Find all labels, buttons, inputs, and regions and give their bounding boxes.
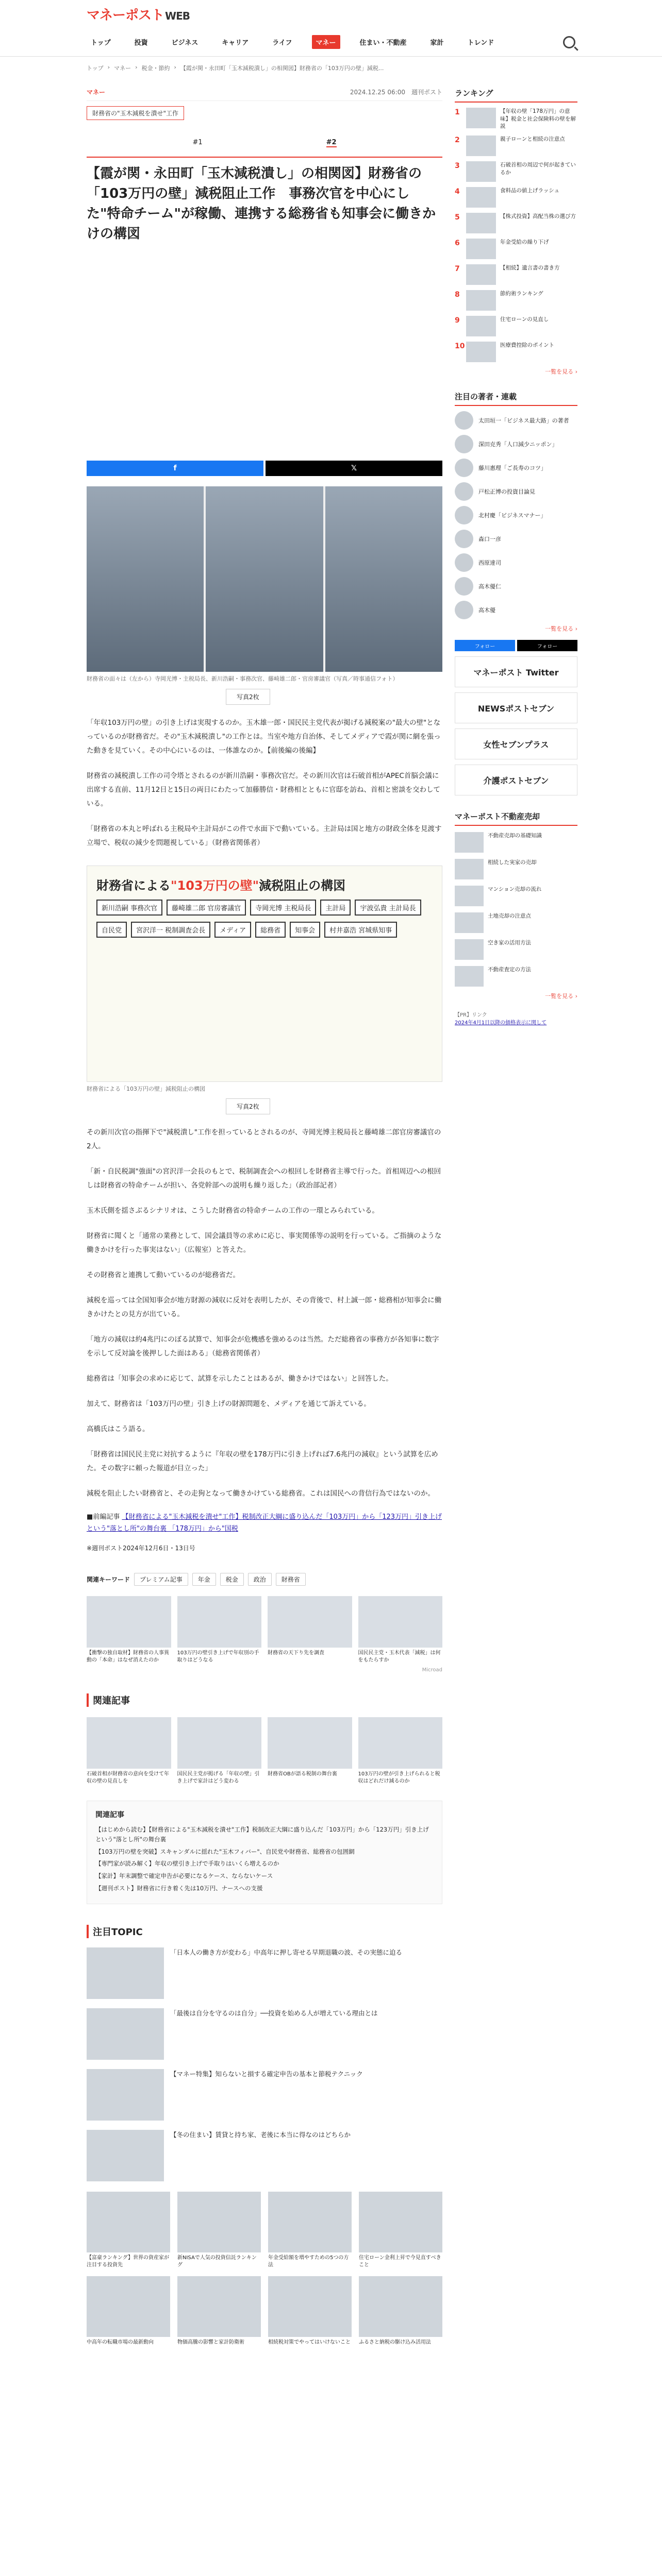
ranking-image [466, 187, 496, 208]
article-paragraph: 総務省は「知事会の求めに応じて、試算を示したことはあるが、働きかけではない」と回答した。 [87, 1375, 393, 1383]
keyword-tag[interactable]: プレミアム記事 [134, 1573, 188, 1586]
diagram-box: 寺岡光博 主税局長 [250, 900, 316, 916]
author-item[interactable] [455, 459, 577, 477]
thumb-card[interactable] [177, 1596, 262, 1664]
x-follow-button[interactable]: フォロー [517, 640, 577, 651]
nav-items [87, 35, 498, 49]
ranking-image [466, 161, 496, 182]
structure-diagram[interactable] [87, 866, 442, 1082]
grid-image [177, 2192, 261, 2252]
nav-item[interactable]: マネー [312, 35, 340, 49]
topic-item[interactable] [87, 2130, 442, 2181]
author-item[interactable] [455, 506, 577, 524]
grid-title: ふるさと納税の駆け込み活用法 [359, 2340, 431, 2346]
thumb-title: 【衝撃の独自取材】財務省の人事異動の「本命」はなぜ消えたのか [87, 1650, 169, 1663]
ranking-number: 1 [455, 108, 460, 116]
article-pager [87, 139, 442, 147]
thumb-image [358, 1717, 443, 1769]
ranking-item[interactable] [455, 108, 577, 130]
author-item[interactable] [455, 577, 577, 596]
keyword-label: 関連キーワード [87, 1575, 130, 1583]
ranking-title-text: 【株式投資】高配当株の選び方 [500, 213, 576, 220]
topic-item[interactable] [87, 1947, 442, 1999]
related-thumbs [87, 1717, 442, 1785]
article-paragraph: 玉木氏側を揺さぶるシナリオは、こうした財務省の特命チームの工作の一環とみられている。 [87, 1207, 379, 1215]
thumb-image [177, 1717, 262, 1769]
thumb-image [87, 1596, 171, 1648]
author-item[interactable] [455, 411, 577, 430]
author-avatar [455, 577, 473, 596]
thumb-card[interactable] [358, 1717, 443, 1785]
diagram-box: 自民党 [96, 922, 127, 938]
author-name: 森口一彦 [478, 536, 501, 543]
related-link-block [87, 1511, 442, 1535]
author-avatar [455, 435, 473, 453]
ranking-list [455, 108, 577, 362]
keyword-tag[interactable]: 財務省 [276, 1573, 306, 1586]
weekly-label: 週刊ポスト [411, 89, 442, 96]
thumb-image [358, 1596, 443, 1648]
sidebar [455, 88, 577, 1026]
photo-count-button[interactable]: 写真2枚 [226, 689, 270, 705]
ranking-image [466, 239, 496, 259]
related-list-link[interactable]: 【家計】年末調整で確定申告が必要になるケース、ならないケース [95, 1872, 273, 1879]
immo-item[interactable] [455, 832, 577, 853]
share-buttons [87, 461, 442, 476]
breadcrumb-separator: › [174, 64, 176, 71]
thumb-card[interactable] [87, 1596, 171, 1664]
author-name: 高木優仁 [478, 583, 501, 590]
grid-title: 新NISAで人気の投資信託ランキング [177, 2255, 257, 2268]
author-item[interactable] [455, 530, 577, 548]
ranking-image [466, 135, 496, 156]
ranking-number: 7 [455, 265, 460, 274]
keyword-tag[interactable]: 税金 [220, 1573, 244, 1586]
grid-title: 物価高騰の影響と家計防衛術 [177, 2340, 244, 2346]
diagram-photo-button[interactable]: 写真2枚 [226, 1098, 270, 1114]
authors-title: 注目の著者・連載 [455, 391, 577, 406]
author-item[interactable] [455, 482, 577, 501]
immo-title-text: 空き家の活用方法 [488, 940, 531, 946]
related-list-item [95, 1825, 434, 1845]
nav-item[interactable]: 住まい・不動産 [359, 39, 407, 47]
immo-image [455, 832, 484, 853]
article-meta [87, 88, 442, 101]
ranking-title-text: 年金受給の繰り下げ [500, 239, 549, 246]
article-paragraph: 加えて、財務省は「103万円の壁」引き上げの財源問題を、メディアを通じて訴えている。 [87, 1400, 371, 1408]
article-paragraph: 「地方の減収は約4兆円にのぼる試算で、知事会が危機感を強めるのは当然。ただ総務省の事務方が各知事に数字を示して反対論を後押しした面はある」（総務省関係者） [87, 1335, 439, 1358]
immo-item[interactable] [455, 859, 577, 879]
nav-item[interactable]: ライフ [272, 39, 292, 47]
article-paragraph: その財務省と連携して動いているのが総務省だ。 [87, 1271, 240, 1279]
related-list-link[interactable]: 【専門家が読み解く】年収の壁引き上げで手取りはいくら増えるのか [95, 1860, 279, 1868]
pr-link[interactable]: 2024年4月1日以降の価格表示に関して [455, 1020, 547, 1026]
thumb-card[interactable] [87, 1717, 171, 1785]
grid-card[interactable] [177, 2276, 261, 2346]
author-item[interactable] [455, 553, 577, 572]
pr-note [455, 1010, 577, 1026]
article-photo[interactable] [87, 486, 442, 672]
ranking-number: 3 [455, 162, 460, 171]
ranking-item[interactable] [455, 290, 577, 311]
article-body [87, 716, 442, 850]
related-list-items [95, 1825, 434, 1893]
immo-item[interactable] [455, 886, 577, 906]
grid-image [268, 2192, 352, 2252]
related-list [87, 1801, 442, 1904]
author-name: 深田克秀「人口減少ニッポン」 [478, 441, 558, 448]
thumb-image [177, 1596, 262, 1648]
author-name: 北村慶「ビジネスマナー」 [478, 512, 547, 519]
grid-card[interactable] [87, 2276, 170, 2346]
immo-item[interactable] [455, 912, 577, 933]
immo-title-text: 土地売却の注意点 [488, 913, 531, 920]
grid-image [177, 2276, 261, 2337]
nav-item[interactable]: トップ [91, 39, 111, 47]
grid-image [87, 2192, 170, 2252]
ranking-title-text: 医療費控除のポイント [500, 342, 554, 349]
thumb-title: 石破首相が財務省の意向を受けて年収の壁の見直しを [87, 1771, 169, 1784]
sidebar-banner[interactable]: 介護ポストセブン [455, 765, 577, 795]
ranking-number: 9 [455, 316, 460, 325]
author-name: 藤川惠理「ご長寿のコツ」 [478, 465, 547, 472]
ranking-item[interactable] [455, 239, 577, 259]
related-list-item [95, 1884, 434, 1894]
sidebar-banner[interactable]: 女性セブンプラス [455, 728, 577, 759]
diagram-caption: 財務省による「103万円の壁」減税阻止の構図 [87, 1085, 205, 1092]
related-list-item [95, 1871, 434, 1882]
immo-list [455, 832, 577, 987]
article-paragraph: 「年収103万円の壁」の引き上げは実現するのか。玉木雄一郎・国民民主党代表が掲げる減税案の"最大の壁"となっているのが財務省だ。その"玉木減税潰し"の工作とは。当室や地方自治体、そしてメディアで霞が関に網を張った動きを見ていく。その中心にいるのは、一体誰なのか。【前後編の後編】 [87, 718, 441, 755]
breadcrumb-item[interactable]: 【霞が関・永田町「玉木減税潰し」の相関図】財務省の「103万円の壁」減税... [180, 65, 384, 72]
pr-title: 【PR】リンク [455, 1012, 487, 1019]
thumb-title: 国民民主党・玉木代表「減税」は何をもたらすか [358, 1650, 441, 1663]
series-label[interactable]: 財務省の"玉木減税を潰せ"工作 [87, 106, 184, 120]
breadcrumb-separator: › [135, 64, 138, 71]
thumb-card[interactable] [177, 1717, 262, 1785]
ranking-more-link[interactable]: 一覧を見る › [545, 368, 577, 376]
diagram-box: 藤崎雄二郎 官房審議官 [167, 900, 246, 916]
keyword-thumbs [87, 1596, 442, 1664]
grid-title: 年金受給額を増やすための5つの方法 [268, 2255, 349, 2268]
immo-image [455, 966, 484, 987]
ranking-item[interactable] [455, 135, 577, 156]
article-date: 2024.12.25 06:00 [350, 89, 405, 96]
ranking-number: 8 [455, 291, 460, 299]
article-paragraph: 「財務省は国民民主党に対抗するように『年収の壁を178万円に引き上げれば7.6兆円の減収』という試算を広めた。その数字に頼った報道が目立った」 [87, 1450, 438, 1472]
article-paragraph: 財務省の減税潰し工作の司令塔とされるのが新川浩嗣・事務次官だ。その新川次官は石破首相がAPEC首脳会議に出席する直前、11月12日と15日の両日にわたって加藤勝信・財務相とともに官邸を訪ね、首相と密談を交わしている。 [87, 771, 441, 808]
nav-item[interactable]: 投資 [134, 39, 148, 47]
article-body-2 [87, 1126, 442, 1501]
author-name: 高木優 [478, 607, 495, 614]
photo-caption: 財務省の面々は（左から）寺岡光博・主税局長、新川浩嗣・事務次官、藤崎雄二郎・官房審議官（写真／時事通信フォト） [87, 675, 399, 682]
grid-card[interactable] [268, 2192, 352, 2269]
immo-item[interactable] [455, 939, 577, 960]
thumb-title: 財務省OBが語る税制の舞台裏 [268, 1771, 337, 1777]
immo-item[interactable] [455, 966, 577, 987]
author-avatar [455, 601, 473, 619]
diagram-title-post: 減税阻止の構図 [259, 878, 346, 893]
author-avatar [455, 411, 473, 430]
author-name: 太田垣一「ビジネス最大路」の著者 [478, 417, 569, 425]
article-category[interactable]: マネー [87, 89, 106, 96]
thumb-title: 財務省の天下り先を調査 [268, 1650, 324, 1656]
ranking-item[interactable] [455, 342, 577, 362]
article-paragraph: 減税を阻止したい財務省と、その走狗となって働きかけている総務省。これは国民への背信行為ではないのか。 [87, 1489, 435, 1498]
immo-title-text: マンション売却の流れ [488, 886, 542, 893]
author-avatar [455, 459, 473, 477]
related-list-link[interactable]: 【週刊ポスト】財務省に行き着く先は10万円、ナースへの支援 [95, 1884, 263, 1892]
related-list-link[interactable]: 【はじめから読む】【財務省による"玉木減税を潰せ"工作】税制改正大綱に盛り込んだ「103万円」から「123万円」引き上げという"落とし所"の舞台裏 [95, 1825, 429, 1843]
keyword-bar [87, 1573, 442, 1586]
related-label: ■前編記事 [87, 1513, 120, 1521]
diagram-title-pre: 財務省による [96, 878, 171, 893]
diagram-box: 宇波弘貴 主計局長 [355, 900, 421, 916]
nav-item[interactable]: キャリア [222, 39, 249, 47]
topic-image [87, 2008, 164, 2060]
site-header [0, 0, 662, 28]
grid-card[interactable] [268, 2276, 352, 2346]
ranking-number: 5 [455, 213, 460, 222]
follow-buttons [455, 640, 577, 651]
pager-1[interactable]: #1 [192, 139, 203, 146]
sidebar-banner[interactable]: マネーポスト Twitter [455, 656, 577, 687]
search-icon[interactable] [563, 36, 575, 48]
ranking-title-text: 食料品の値上げラッシュ [500, 188, 560, 194]
immo-image [455, 859, 484, 879]
ranking-number: 10 [455, 342, 465, 351]
ranking-image [466, 342, 496, 362]
ranking-image [466, 213, 496, 233]
article-paragraph: 高橋氏はこう語る。 [87, 1425, 150, 1433]
ranking-title-text: 住宅ローンの見直し [500, 316, 549, 323]
ranking-title: ランキング [455, 88, 577, 103]
related-list-link[interactable]: 【103万円の壁を突破】スキャンダルに揺れた"玉木フィバー"、自民党や財務省、総務省の包囲網 [95, 1848, 355, 1855]
topic-text: 「最後は自分を守るのは自分」──投資を始める人が増えている理由とは [170, 2009, 378, 2018]
more-articles-grid [87, 2192, 442, 2346]
ranking-number: 2 [455, 136, 460, 145]
immo-title: マネーポスト不動産売却 [455, 811, 577, 826]
topic-text: 【マネー特集】知らないと損する確定申告の基本と節税テクニック [170, 2070, 363, 2078]
immo-title-text: 不動産売却の基礎知識 [488, 833, 542, 839]
author-avatar [455, 506, 473, 524]
ranking-title-text: 【相続】遺言書の書き方 [500, 265, 560, 272]
diagram-title-em: "103万円の壁" [171, 878, 259, 893]
source-note: ※週刊ポスト2024年12月6日・13日号 [87, 1544, 195, 1552]
diagram-box: 宮沢洋一 税制調査会長 [131, 922, 210, 938]
ranking-number: 6 [455, 239, 460, 248]
ranking-title-text: 節約術ランキング [500, 291, 543, 297]
grid-title: 中高年の転職市場の最新動向 [87, 2340, 154, 2346]
sidebar-banner[interactable]: NEWSポストセブン [455, 692, 577, 723]
main-nav [0, 28, 662, 57]
grid-image [268, 2276, 352, 2337]
thumb-image [268, 1596, 352, 1648]
ranking-title-text: 【年収の壁「178万円」の意味】税金と社会保険料の壁を解説 [500, 108, 576, 130]
authors-list [455, 411, 577, 619]
thumb-title: 国民民主党が掲げる「年収の壁」引き上げで家計はどう変わる [177, 1771, 260, 1784]
thumb-card[interactable] [268, 1717, 352, 1785]
immo-more-link[interactable]: 一覧を見る › [545, 993, 577, 1000]
article-paragraph: 減税を巡っては全国知事会が地方財源の減収に反対を表明したが、その背後で、村上誠一郎・総務相が知事会に働きかけたとの見方が出ている。 [87, 1296, 442, 1318]
diagram-box: 総務省 [255, 922, 286, 938]
keyword-tag[interactable]: 政治 [248, 1573, 272, 1586]
author-name: 西原達司 [478, 560, 501, 567]
article-column [87, 88, 442, 2346]
grid-image [87, 2276, 170, 2337]
ranking-title-text: 石破首相の周辺で何が起きているか [500, 162, 576, 176]
thumb-card[interactable] [268, 1596, 352, 1664]
topic-item[interactable] [87, 2008, 442, 2060]
related-section-title: 関連記事 [87, 1693, 442, 1707]
immo-title-text: 相続した実家の売却 [488, 859, 537, 866]
article-paragraph: 「新・自民税調"強面"の宮沢洋一会長のもとで、税制調査会への根回しを財務省主導で行った。首相周辺への根回しは財務省の特命チームが担い、各党幹部への説明も繰り返した」（政治部記者） [87, 1167, 441, 1190]
breadcrumb-item[interactable]: トップ [87, 65, 104, 72]
diagram-box: メディア [214, 922, 251, 938]
ranking-item[interactable] [455, 213, 577, 233]
diagram-boxes [96, 893, 433, 938]
diagram-box: 村井嘉浩 宮城県知事 [324, 922, 397, 938]
diagram-box: 主計局 [320, 900, 351, 916]
related-list-item [95, 1859, 434, 1869]
nav-item[interactable]: トレンド [467, 39, 494, 47]
ad-label: Microad [422, 1667, 442, 1673]
grid-title: 住宅ローン金利上昇で今見直すべきこと [359, 2255, 441, 2268]
immo-image [455, 886, 484, 906]
topic-text: 「日本人の働き方が変わる」中高年に押し寄せる早期退職の波、その実態に迫る [170, 1948, 403, 1957]
immo-image [455, 912, 484, 933]
ranking-title-text: 親子ローンと相続の注意点 [500, 136, 565, 143]
facebook-follow-button[interactable]: フォロー [455, 640, 515, 651]
related-link[interactable]: 【財務省による"玉木減税を潰せ"工作】税制改正大綱に盛り込んだ「103万円」から「123万円」引き上げという"落とし所"の舞台裏 「178万円」から"国税 [87, 1513, 442, 1533]
breadcrumb-item[interactable]: 税金・節約 [141, 65, 170, 72]
article-title: 【霞が関・永田町「玉木減税潰し」の相関図】財務省の「103万円の壁」減税阻止工作 事務次官を中心にした"特命チーム"が稼働、連携する総務省も知事会に働きかけの構図 [87, 157, 442, 244]
thumb-title: 103万円の壁引き上げで年収別の手取りはどうなる [177, 1650, 259, 1663]
immo-title-text: 不動産査定の方法 [488, 967, 531, 973]
diagram-box: 知事会 [290, 922, 320, 938]
author-item[interactable] [455, 601, 577, 619]
author-avatar [455, 530, 473, 548]
breadcrumb-separator: › [107, 64, 110, 71]
immo-image [455, 939, 484, 960]
ad-space [87, 244, 442, 461]
topic-item[interactable] [87, 2069, 442, 2121]
logo-text: マネーポスト [87, 7, 164, 23]
banners [455, 656, 577, 795]
thumb-title: 103万円の壁が引き上げられると税収はどれだけ減るのか [358, 1771, 440, 1784]
ranking-image [466, 264, 496, 285]
breadcrumb-item[interactable]: マネー [114, 65, 131, 72]
topic-text: 【冬の住まい】賃貸と持ち家、老後に本当に得なのはどちらか [170, 2131, 351, 2139]
author-item[interactable] [455, 435, 577, 453]
ranking-image [466, 290, 496, 311]
thumb-image [268, 1717, 352, 1769]
topic-image [87, 2069, 164, 2121]
grid-title: 相続税対策でやってはいけないこと [268, 2340, 351, 2346]
facebook-share-button[interactable]: f [87, 461, 263, 476]
x-share-button[interactable]: 𝕏 [266, 461, 442, 476]
pager-2[interactable]: #2 [326, 139, 337, 146]
keyword-tag[interactable]: 年金 [192, 1573, 216, 1586]
grid-card[interactable] [177, 2192, 261, 2269]
grid-image [359, 2276, 442, 2337]
ranking-image [466, 316, 496, 336]
ranking-item[interactable] [455, 161, 577, 182]
grid-card[interactable] [87, 2192, 170, 2269]
topic-list [87, 1947, 442, 2181]
ranking-image [466, 108, 496, 128]
ranking-item[interactable] [455, 264, 577, 285]
thumb-card[interactable] [358, 1596, 443, 1664]
thumb-image [87, 1717, 171, 1769]
nav-item[interactable]: 家計 [430, 39, 444, 47]
grid-card[interactable] [359, 2192, 442, 2269]
grid-image [359, 2192, 442, 2252]
diagram-box: 新川浩嗣 事務次官 [96, 900, 162, 916]
topic-title: 注目TOPIC [87, 1925, 442, 1938]
ranking-item[interactable] [455, 187, 577, 208]
topic-image [87, 2130, 164, 2181]
breadcrumb [0, 57, 662, 72]
ranking-item[interactable] [455, 316, 577, 336]
grid-card[interactable] [359, 2276, 442, 2346]
related-list-item [95, 1847, 434, 1857]
author-avatar [455, 553, 473, 572]
author-avatar [455, 482, 473, 501]
article-paragraph: 財務省に聞くと「通常の業務として、国会議員等の求めに応じ、事実関係等の説明を行っている。ご指摘のような働きかけを行った事実はない」（広報室）と答えた。 [87, 1232, 442, 1254]
topic-image [87, 1947, 164, 1999]
nav-item[interactable]: ビジネス [171, 39, 198, 47]
author-name: 戸松正博の投資目論見 [478, 488, 535, 496]
logo-web: WEB [165, 9, 190, 22]
authors-more-link[interactable]: 一覧を見る › [545, 625, 577, 633]
site-logo[interactable] [87, 5, 190, 24]
grid-title: 【富豪ランキング】世界の資産家が注目する投資先 [87, 2255, 169, 2268]
article-paragraph: 「財務省の本丸と呼ばれる主税局や主計局がこの件で水面下で動いている。主計局は国と地方の財政全体を見渡す立場で、税収の減少を問題視している」（財務省関係者） [87, 824, 442, 847]
related-list-title: 関連記事 [95, 1810, 124, 1819]
ranking-number: 4 [455, 188, 460, 196]
article-paragraph: その新川次官の指揮下で"減税潰し"工作を担っているとされるのが、寺岡光博主税局長と藤崎雄二郎官房審議官の2人。 [87, 1128, 441, 1150]
